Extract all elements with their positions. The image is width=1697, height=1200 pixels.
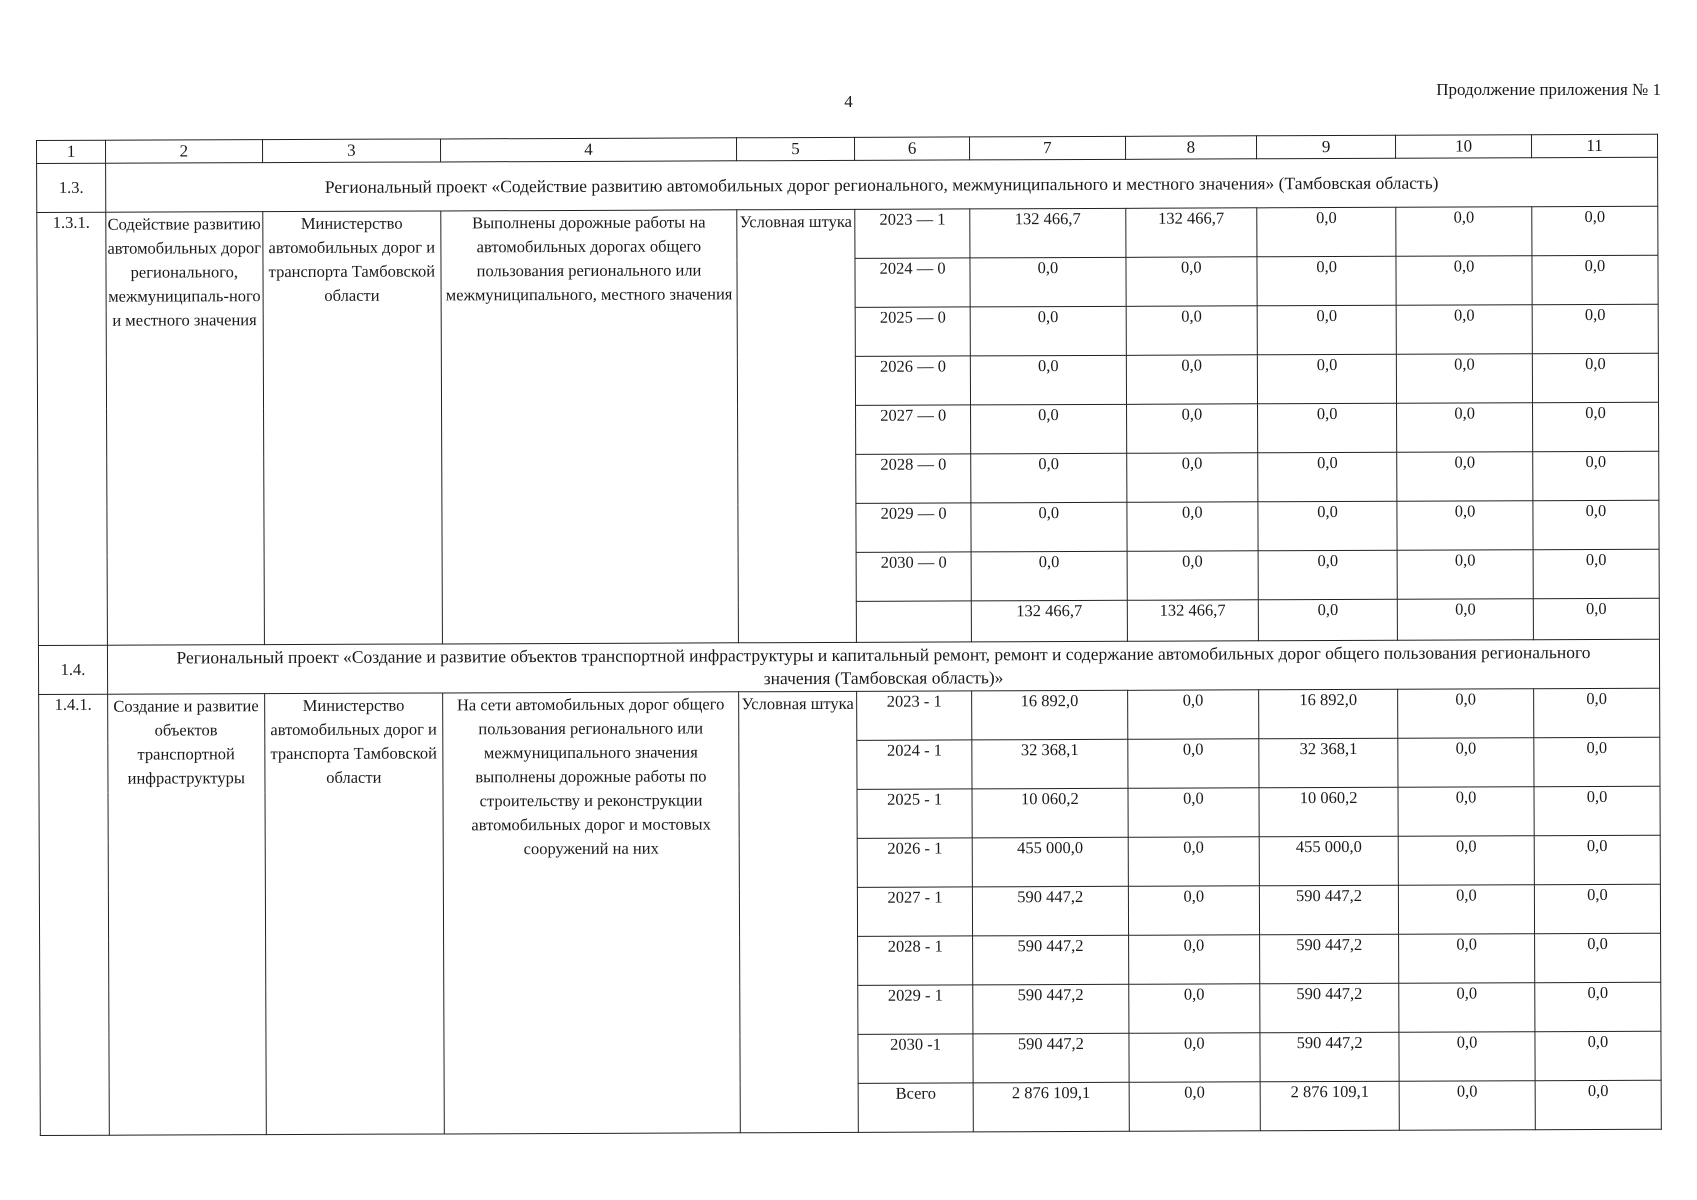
amount-col-9: 0,0 xyxy=(1258,501,1397,551)
amount-col-10: 0,0 xyxy=(1397,452,1533,502)
amount-col-11: 0,0 xyxy=(1535,1031,1661,1080)
year-value-cell: 2026 — 0 xyxy=(855,356,970,405)
amount-col-9: 0,0 xyxy=(1257,207,1396,257)
amount-col-10: 0,0 xyxy=(1398,787,1534,837)
amount-col-11: 0,0 xyxy=(1533,549,1659,598)
amount-col-7: 455 000,0 xyxy=(972,837,1128,887)
amount-col-8: 0,0 xyxy=(1129,1082,1261,1132)
col-number-8: 8 xyxy=(1125,136,1257,160)
amount-col-9: 590 447,2 xyxy=(1260,983,1399,1033)
amount-col-7: 132 466,7 xyxy=(970,208,1126,258)
col-number-1: 1 xyxy=(37,140,106,163)
amount-col-7: 590 447,2 xyxy=(973,984,1129,1034)
unit-of-measure: Условная штука xyxy=(738,691,858,1132)
amount-col-9: 32 368,1 xyxy=(1259,738,1398,788)
amount-col-8: 0,0 xyxy=(1128,935,1260,985)
amount-col-7: 2 876 109,1 xyxy=(973,1082,1129,1132)
amount-col-9: 0,0 xyxy=(1258,452,1397,502)
amount-col-11: 0,0 xyxy=(1534,884,1660,933)
amount-col-11: 0,0 xyxy=(1533,451,1659,500)
year-value-cell: 2027 - 1 xyxy=(858,887,973,936)
year-value-cell xyxy=(856,601,971,642)
amount-col-10: 0,0 xyxy=(1398,689,1534,739)
amount-col-9: 590 447,2 xyxy=(1260,1032,1399,1082)
section-row-1-4 xyxy=(38,639,1659,694)
amount-col-9: 10 060,2 xyxy=(1259,787,1398,837)
amount-col-9: 0,0 xyxy=(1257,305,1396,355)
amount-col-10: 0,0 xyxy=(1399,983,1535,1033)
amount-col-10: 0,0 xyxy=(1396,305,1532,355)
amount-col-11: 0,0 xyxy=(1535,933,1661,982)
page-number: 4 xyxy=(844,92,853,111)
year-value-cell: 2023 — 1 xyxy=(855,209,970,258)
amount-col-8: 0,0 xyxy=(1127,502,1259,552)
year-value-cell: 2025 - 1 xyxy=(857,789,972,838)
amount-col-9: 0,0 xyxy=(1257,256,1396,306)
amount-col-11: 0,0 xyxy=(1535,1080,1661,1129)
amount-col-11: 0,0 xyxy=(1532,353,1658,402)
year-value-cell: 2026 - 1 xyxy=(857,838,972,887)
section-row-1-3 xyxy=(37,157,1658,212)
year-value-cell: 2023 - 1 xyxy=(857,691,972,740)
amount-col-8: 0,0 xyxy=(1127,739,1259,789)
amount-col-10: 0,0 xyxy=(1396,354,1532,404)
section-title: Региональный проект «Содействие развитию автомобильных дорог регионального, межмуниципального и местного значения» (Тамбовская область) xyxy=(106,157,1658,212)
amount-col-9: 0,0 xyxy=(1257,354,1396,404)
amount-col-11: 0,0 xyxy=(1532,255,1658,304)
amount-col-10: 0,0 xyxy=(1399,1081,1535,1131)
activity-name: Содействие развитию автомобильных дорог регионального, межмуниципаль-ного и местного значения xyxy=(106,212,264,646)
col-number-6: 6 xyxy=(855,137,970,160)
activity-name: Создание и развитие объектов транспортной инфраструктуры xyxy=(108,694,266,1136)
year-value-cell: 2024 - 1 xyxy=(857,740,972,789)
col-number-5: 5 xyxy=(736,137,854,160)
amount-col-8: 0,0 xyxy=(1128,886,1260,936)
amount-col-8: 0,0 xyxy=(1126,453,1258,503)
amount-col-7: 132 466,7 xyxy=(971,600,1127,642)
amount-col-11: 0,0 xyxy=(1534,737,1660,786)
amount-col-9: 455 000,0 xyxy=(1259,836,1398,886)
col-number-10: 10 xyxy=(1396,135,1532,159)
amount-col-8: 0,0 xyxy=(1129,1033,1261,1083)
amount-col-7: 0,0 xyxy=(970,355,1126,405)
responsible-ministry: Министерство автомобильных дорог и транспорта Тамбовской области xyxy=(264,693,444,1135)
amount-col-9: 0,0 xyxy=(1258,550,1397,600)
amount-col-9: 2 876 109,1 xyxy=(1260,1081,1399,1131)
amount-col-11: 0,0 xyxy=(1534,688,1660,737)
amount-col-10: 0,0 xyxy=(1398,836,1534,886)
amount-col-10: 0,0 xyxy=(1398,738,1534,788)
year-value-cell: 2030 — 0 xyxy=(856,552,971,601)
col-number-3: 3 xyxy=(262,139,441,163)
amount-col-8: 132 466,7 xyxy=(1127,600,1259,642)
year-value-cell: 2029 - 1 xyxy=(858,985,973,1034)
amount-col-10: 0,0 xyxy=(1397,501,1533,551)
amount-col-10: 0,0 xyxy=(1396,207,1532,257)
amount-col-10: 0,0 xyxy=(1397,550,1533,600)
section-number: 1.4. xyxy=(38,645,107,694)
amount-col-11: 0,0 xyxy=(1532,206,1658,255)
amount-col-11: 0,0 xyxy=(1533,500,1659,549)
section-number: 1.3. xyxy=(37,163,106,212)
amount-col-7: 590 447,2 xyxy=(973,935,1129,985)
amount-col-8: 0,0 xyxy=(1127,551,1259,601)
appendix-continuation-label: Продолжение приложения № 1 xyxy=(1436,80,1661,99)
expected-result: На сети автомобильных дорог общего пользования регионального или межмуниципального значения выполнены дорожные работы по строительству и реконструкции автомобильных дорог и мостовых сооружений на них xyxy=(443,692,740,1134)
amount-col-9: 0,0 xyxy=(1258,599,1397,641)
responsible-ministry: Министерство автомобильных дорог и транспорта Тамбовской области xyxy=(262,211,442,645)
col-number-7: 7 xyxy=(970,136,1126,160)
amount-col-7: 0,0 xyxy=(971,502,1127,552)
amount-col-7: 0,0 xyxy=(970,257,1126,307)
amount-col-7: 0,0 xyxy=(971,404,1127,454)
col-number-4: 4 xyxy=(441,138,737,162)
amount-col-10: 0,0 xyxy=(1399,885,1535,935)
amount-col-9: 590 447,2 xyxy=(1260,934,1399,984)
col-number-9: 9 xyxy=(1257,135,1396,159)
amount-col-8: 0,0 xyxy=(1128,837,1260,887)
year-value-cell: 2025 — 0 xyxy=(855,307,970,356)
amount-col-11: 0,0 xyxy=(1534,786,1660,835)
amount-col-11: 0,0 xyxy=(1533,598,1659,639)
year-row xyxy=(39,688,1660,743)
amount-col-7: 590 447,2 xyxy=(973,1033,1129,1083)
amount-col-9: 590 447,2 xyxy=(1259,885,1398,935)
amount-col-10: 0,0 xyxy=(1396,256,1532,306)
year-row xyxy=(37,206,1658,261)
year-value-cell: 2028 — 0 xyxy=(856,454,971,503)
amount-col-11: 0,0 xyxy=(1534,835,1660,884)
amount-col-8: 0,0 xyxy=(1127,690,1259,740)
amount-col-8: 0,0 xyxy=(1128,788,1260,838)
amount-col-10: 0,0 xyxy=(1399,1032,1535,1082)
unit-of-measure: Условная штука xyxy=(737,209,857,642)
budget-table xyxy=(36,134,1662,1136)
year-value-cell: 2027 — 0 xyxy=(856,405,971,454)
amount-col-7: 590 447,2 xyxy=(972,886,1128,936)
amount-col-9: 0,0 xyxy=(1258,403,1397,453)
col-number-11: 11 xyxy=(1531,134,1657,157)
amount-col-8: 0,0 xyxy=(1126,404,1258,454)
year-value-cell: 2030 -1 xyxy=(858,1034,973,1083)
amount-col-7: 0,0 xyxy=(970,306,1126,356)
amount-col-7: 32 368,1 xyxy=(972,739,1128,789)
amount-col-10: 0,0 xyxy=(1399,934,1535,984)
amount-col-8: 0,0 xyxy=(1128,984,1260,1034)
amount-col-8: 132 466,7 xyxy=(1125,208,1257,258)
year-value-cell: 2024 — 0 xyxy=(855,258,970,307)
amount-col-11: 0,0 xyxy=(1535,982,1661,1031)
row-number: 1.3.1. xyxy=(37,212,108,645)
amount-col-8: 0,0 xyxy=(1126,257,1258,307)
amount-col-11: 0,0 xyxy=(1532,304,1658,353)
section-title: Региональный проект «Создание и развитие объектов транспортной инфраструктуры и капитальный ремонт, ремонт и содержание автомобильных дорог общего пользования регионального значения (Тамбовская область)» xyxy=(107,639,1659,694)
amount-col-10: 0,0 xyxy=(1397,403,1533,453)
amount-col-7: 0,0 xyxy=(971,453,1127,503)
amount-col-7: 16 892,0 xyxy=(972,690,1128,740)
amount-col-7: 0,0 xyxy=(971,551,1127,601)
amount-col-8: 0,0 xyxy=(1126,306,1258,356)
year-value-cell: 2029 — 0 xyxy=(856,503,971,552)
expected-result: Выполнены дорожные работы на автомобильных дорогах общего пользования регионального или межмуниципального, местного значения xyxy=(441,210,738,644)
row-number: 1.4.1. xyxy=(39,694,110,1135)
col-number-2: 2 xyxy=(106,140,263,164)
year-value-cell: 2028 - 1 xyxy=(858,936,973,985)
amount-col-9: 16 892,0 xyxy=(1259,689,1398,739)
amount-col-10: 0,0 xyxy=(1397,599,1533,641)
amount-col-8: 0,0 xyxy=(1126,355,1258,405)
amount-col-11: 0,0 xyxy=(1532,402,1658,451)
amount-col-7: 10 060,2 xyxy=(972,788,1128,838)
year-value-cell: Всего xyxy=(858,1083,973,1132)
